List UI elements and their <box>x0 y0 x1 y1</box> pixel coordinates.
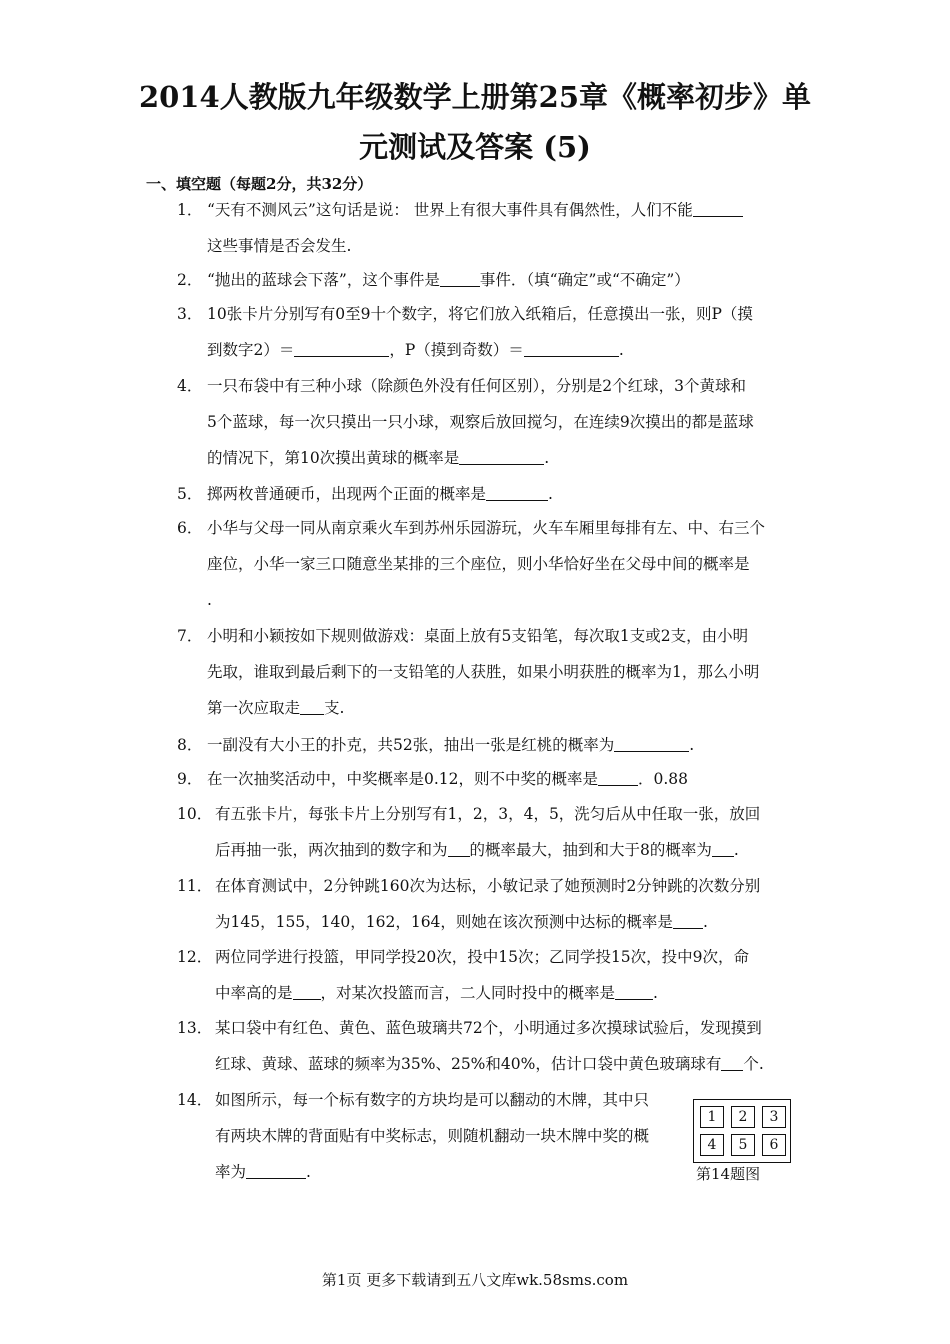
question-number: 8． <box>177 736 203 754</box>
card-6: 6 <box>762 1134 786 1156</box>
answer-blank <box>721 1052 743 1071</box>
card-board-figure <box>693 1099 791 1163</box>
question-number: 13． <box>177 1019 213 1037</box>
document-title <box>60 72 890 172</box>
question-number: 1． <box>177 201 203 219</box>
answer-blank <box>693 198 743 217</box>
title-line-2: 元测试及答案 (5) <box>359 130 591 164</box>
title-line-1: 2014人教版九年级数学上册第25章《概率初步》单 <box>138 80 812 114</box>
question-number: 7． <box>177 627 203 645</box>
answer-blank <box>293 981 321 1000</box>
question-number: 12． <box>177 948 213 966</box>
page-footer: 第1页 更多下载请到五八文库wk.58sms.com <box>321 1271 629 1289</box>
card-3: 3 <box>762 1106 786 1128</box>
question-number: 5． <box>177 485 203 503</box>
question-number: 10． <box>177 805 213 823</box>
section-heading: 一、填空题（每题2分，共32分） <box>146 175 373 193</box>
question-number: 4． <box>177 377 203 395</box>
answer-blank <box>246 1160 306 1179</box>
question-number: 11． <box>177 877 213 895</box>
answer-blank <box>486 482 548 501</box>
answer-blank <box>300 696 324 715</box>
answer-blank <box>524 338 619 357</box>
question-number: 3． <box>177 305 203 323</box>
answer-blank <box>712 838 734 857</box>
question-number: 6． <box>177 519 203 537</box>
question-number: 9． <box>177 770 203 788</box>
question-number: 2． <box>177 271 203 289</box>
card-2: 2 <box>731 1106 755 1128</box>
card-4: 4 <box>700 1134 724 1156</box>
answer-blank <box>598 767 638 786</box>
answer-blank <box>459 446 544 465</box>
card-5: 5 <box>731 1134 755 1156</box>
answer-blank <box>615 981 653 1000</box>
question-number: 14． <box>177 1091 213 1109</box>
answer-blank <box>614 733 689 752</box>
card-1: 1 <box>700 1106 724 1128</box>
figure-caption: 第14题图 <box>696 1165 761 1183</box>
answer-blank <box>294 338 389 357</box>
answer-blank <box>440 268 480 287</box>
answer-blank <box>448 838 470 857</box>
answer-blank <box>673 910 703 929</box>
